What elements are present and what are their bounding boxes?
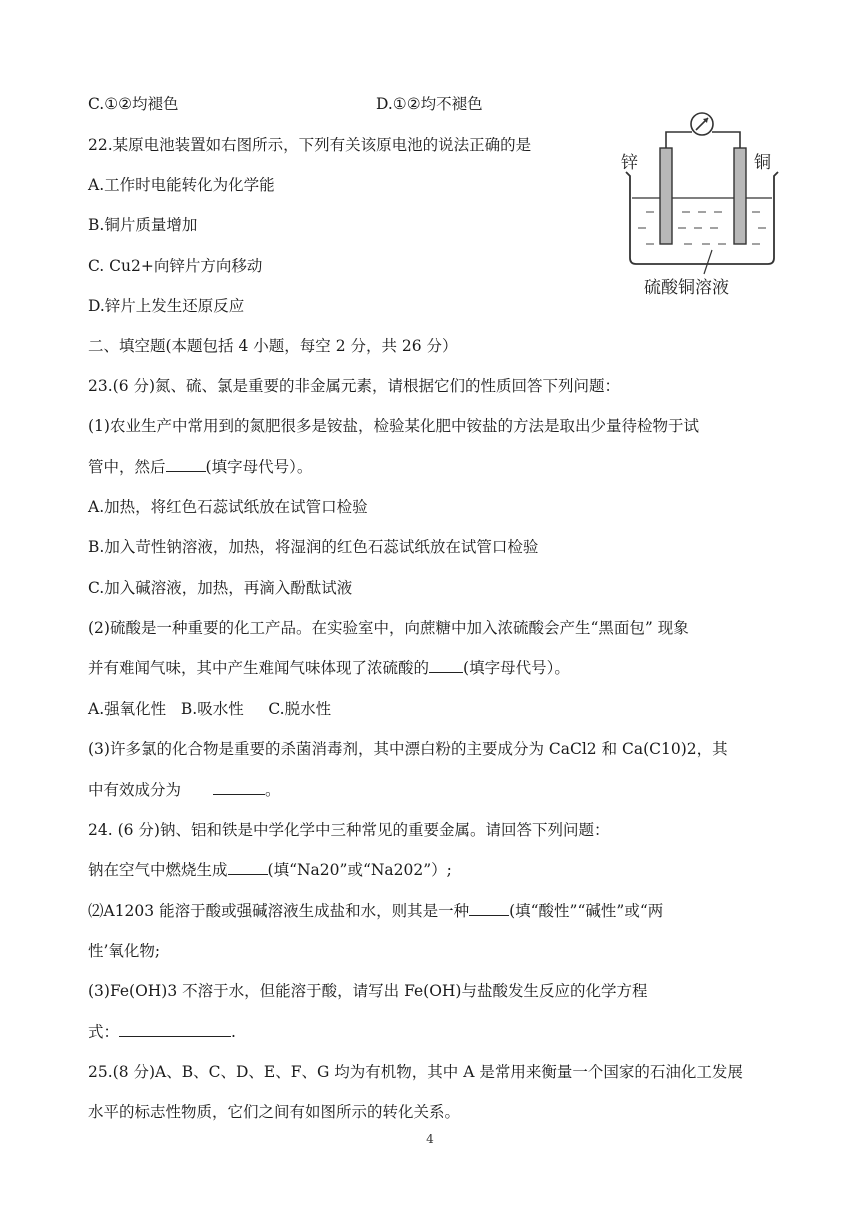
zinc-electrode: [660, 148, 672, 244]
q22-option-c: C. Cu2+向锌片方向移动: [88, 257, 263, 275]
q23-stem: 23.(6 分)氮、硫、氯是重要的非金属元素，请根据它们的性质回答下列问题：: [88, 377, 621, 395]
q23-part1-line1: (1)农业生产中常用到的氮肥很多是铵盐，检验某化肥中铵盐的方法是取出少量待检物于试: [88, 417, 699, 435]
q22-option-a: A.工作时电能转化为化学能: [88, 176, 275, 194]
q21-option-d: D.①②均不褪色: [376, 95, 483, 113]
wire-right: [712, 132, 740, 148]
q23-part3-line1: (3)许多氯的化合物是重要的杀菌消毒剂，其中漂白粉的主要成分为 CaCl2 和 Ca(C10)2，其: [88, 740, 728, 758]
q23-part2-line2: 并有难闻气味，其中产生难闻气味体现了浓硫酸的 (填字母代号）。: [88, 659, 570, 677]
copper-label: 铜: [754, 153, 771, 173]
q23-part1-line2: 管中，然后 (填字母代号）。: [88, 458, 313, 476]
q23-part1-option-b: B.加入苛性钠溶液，加热，将湿润的红色石蕊试纸放在试管口检验: [88, 538, 539, 556]
q24-part3-line2: 式： .: [88, 1023, 236, 1041]
answer-blank[interactable]: [228, 859, 268, 875]
page-number: 4: [426, 1132, 434, 1146]
q22-option-b: B.铜片质量增加: [88, 216, 198, 234]
q23-part1-option-c: C.加入碱溶液，加热，再滴入酚酞试液: [88, 579, 353, 597]
solution-pointer: [704, 250, 712, 274]
copper-electrode: [734, 148, 746, 244]
q25-line1: 25.(8 分)A、B、C、D、E、F、G 均为有机物，其中 A 是常用来衡量一个国家的石油化工发展: [88, 1063, 743, 1081]
q25-line2: 水平的标志性物质，它们之间有如图所示的转化关系。: [88, 1103, 461, 1121]
q22-option-d: D.锌片上发生还原反应: [88, 297, 245, 315]
answer-blank[interactable]: [429, 657, 463, 673]
q21-option-c: C.①②均褪色: [88, 95, 179, 113]
q22-stem: 22.某原电池装置如右图所示，下列有关该原电池的说法正确的是: [88, 136, 532, 154]
q23-part2-options: A.强氧化性 B.吸水性 C.脱水性: [88, 700, 332, 718]
q23-part3-line2: 中有效成分为 。: [88, 781, 281, 799]
answer-blank[interactable]: [213, 779, 265, 795]
q24-part1: 钠在空气中燃烧生成 (填“Na20”或“Na202”）;: [88, 861, 452, 879]
solution-dashes: [638, 212, 766, 244]
q23-part1-option-a: A.加热，将红色石蕊试纸放在试管口检验: [88, 498, 368, 516]
answer-blank[interactable]: [119, 1021, 231, 1037]
q24-part2-line2: 性’氧化物;: [88, 942, 161, 960]
beaker: [626, 172, 778, 264]
zinc-label: 锌: [621, 153, 638, 173]
section-heading: 二、填空题(本题包括 4 小题，每空 2 分，共 26 分）: [88, 337, 458, 355]
wire-left: [666, 132, 692, 148]
q24-part2-line1: ⑵A1203 能溶于酸或强碱溶液生成盐和水，则其是一种 (填“酸性”“碱性”或“两: [88, 902, 664, 920]
solution-label: 硫酸铜溶液: [644, 278, 729, 298]
answer-blank[interactable]: [469, 900, 509, 916]
q24-stem: 24. (6 分)钠、铝和铁是中学化学中三种常见的重要金属。请回答下列问题：: [88, 821, 610, 839]
q21-options: [88, 93, 483, 115]
q24-part3-line1: (3)Fe(OH)3 不溶于水，但能溶于酸，请写出 Fe(OH)与盐酸发生反应的化学方程: [88, 982, 648, 1000]
q23-part2-line1: (2)硫酸是一种重要的化工产品。在实验室中，向蔗糖中加入浓硫酸会产生“黑面包” 现象: [88, 619, 689, 637]
answer-blank[interactable]: [166, 456, 206, 472]
galvanic-cell-figure: [612, 108, 792, 308]
ammeter-icon: [691, 113, 713, 135]
